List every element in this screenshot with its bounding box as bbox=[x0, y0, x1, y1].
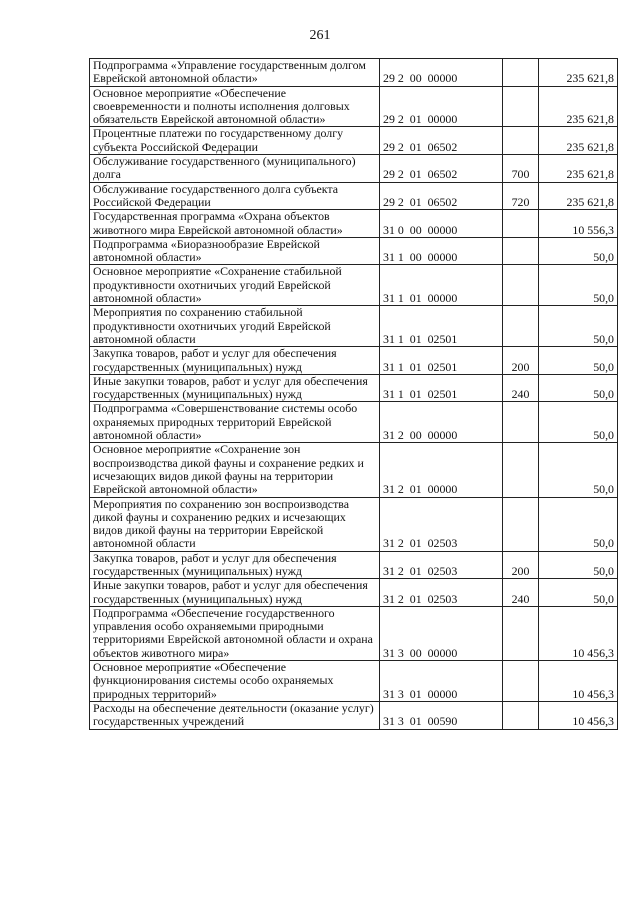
row-name-cell: Иные закупки товаров, работ и услуг для обеспечения государственных (муниципальных) нужд bbox=[90, 579, 380, 607]
row-expense-type-cell: 240 bbox=[503, 374, 539, 402]
row-expense-type-cell bbox=[503, 127, 539, 155]
row-expense-type-cell bbox=[503, 210, 539, 238]
row-name-cell: Расходы на обеспечение деятельности (оказание услуг) государственных учреждений bbox=[90, 701, 380, 729]
table-row bbox=[90, 306, 618, 347]
row-amount-cell: 10 456,3 bbox=[539, 606, 618, 660]
row-amount-cell: 50,0 bbox=[539, 402, 618, 443]
row-amount-cell: 50,0 bbox=[539, 579, 618, 607]
table-row bbox=[90, 182, 618, 210]
row-expense-type-cell bbox=[503, 86, 539, 127]
row-expense-type-cell bbox=[503, 402, 539, 443]
row-code-cell: 31 3 00 00000 bbox=[380, 606, 503, 660]
row-code-cell: 29 2 01 06502 bbox=[380, 155, 503, 183]
row-expense-type-cell: 200 bbox=[503, 347, 539, 375]
table-row bbox=[90, 402, 618, 443]
row-code-cell: 31 1 00 00000 bbox=[380, 237, 503, 265]
row-expense-type-cell bbox=[503, 497, 539, 551]
row-code-cell: 31 0 00 00000 bbox=[380, 210, 503, 238]
row-amount-cell: 235 621,8 bbox=[539, 59, 618, 87]
table-row bbox=[90, 59, 618, 87]
row-amount-cell: 10 456,3 bbox=[539, 701, 618, 729]
row-name-cell: Основное мероприятие «Обеспечение своевременности и полноты исполнения долговых обязательств Еврейской автономной области» bbox=[90, 86, 380, 127]
row-expense-type-cell: 240 bbox=[503, 579, 539, 607]
table-row bbox=[90, 127, 618, 155]
row-name-cell: Подпрограмма «Управление государственным долгом Еврейской автономной области» bbox=[90, 59, 380, 87]
table-row bbox=[90, 265, 618, 306]
row-name-cell: Государственная программа «Охрана объектов животного мира Еврейской автономной области» bbox=[90, 210, 380, 238]
table-row bbox=[90, 701, 618, 729]
budget-table-body bbox=[90, 59, 618, 730]
table-row bbox=[90, 210, 618, 238]
row-amount-cell: 235 621,8 bbox=[539, 127, 618, 155]
row-expense-type-cell bbox=[503, 661, 539, 702]
row-name-cell: Иные закупки товаров, работ и услуг для обеспечения государственных (муниципальных) нужд bbox=[90, 374, 380, 402]
row-name-cell: Обслуживание государственного (муниципального) долга bbox=[90, 155, 380, 183]
row-code-cell: 31 1 01 00000 bbox=[380, 265, 503, 306]
row-expense-type-cell: 700 bbox=[503, 155, 539, 183]
table-row bbox=[90, 347, 618, 375]
row-code-cell: 31 1 01 02501 bbox=[380, 347, 503, 375]
row-expense-type-cell bbox=[503, 306, 539, 347]
row-code-cell: 29 2 01 06502 bbox=[380, 182, 503, 210]
row-name-cell: Обслуживание государственного долга субъекта Российской Федерации bbox=[90, 182, 380, 210]
table-row bbox=[90, 443, 618, 497]
row-name-cell: Основное мероприятие «Сохранение стабильной продуктивности охотничьих угодий Еврейской автономной области» bbox=[90, 265, 380, 306]
row-amount-cell: 50,0 bbox=[539, 347, 618, 375]
row-expense-type-cell bbox=[503, 59, 539, 87]
row-amount-cell: 50,0 bbox=[539, 306, 618, 347]
row-amount-cell: 235 621,8 bbox=[539, 182, 618, 210]
table-row bbox=[90, 661, 618, 702]
row-name-cell: Подпрограмма «Биоразнообразие Еврейской автономной области» bbox=[90, 237, 380, 265]
page-number: 261 bbox=[309, 28, 331, 43]
row-code-cell: 31 1 01 02501 bbox=[380, 306, 503, 347]
row-expense-type-cell: 200 bbox=[503, 551, 539, 579]
row-expense-type-cell bbox=[503, 443, 539, 497]
row-expense-type-cell bbox=[503, 701, 539, 729]
row-amount-cell: 50,0 bbox=[539, 443, 618, 497]
table-row bbox=[90, 606, 618, 660]
row-name-cell: Мероприятия по сохранению стабильной продуктивности охотничьих угодий Еврейской автономной области bbox=[90, 306, 380, 347]
row-code-cell: 29 2 01 06502 bbox=[380, 127, 503, 155]
table-row bbox=[90, 155, 618, 183]
table-row bbox=[90, 86, 618, 127]
table-row bbox=[90, 374, 618, 402]
row-code-cell: 31 3 01 00590 bbox=[380, 701, 503, 729]
row-expense-type-cell bbox=[503, 606, 539, 660]
table-row bbox=[90, 551, 618, 579]
row-code-cell: 31 2 01 02503 bbox=[380, 579, 503, 607]
row-name-cell: Подпрограмма «Совершенствование системы особо охраняемых природных территорий Еврейской автономной области» bbox=[90, 402, 380, 443]
row-amount-cell: 10 556,3 bbox=[539, 210, 618, 238]
table-row bbox=[90, 497, 618, 551]
row-code-cell: 31 2 01 02503 bbox=[380, 551, 503, 579]
budget-table bbox=[89, 58, 618, 730]
row-amount-cell: 235 621,8 bbox=[539, 155, 618, 183]
row-name-cell: Процентные платежи по государственному долгу субъекта Российской Федерации bbox=[90, 127, 380, 155]
row-amount-cell: 235 621,8 bbox=[539, 86, 618, 127]
row-expense-type-cell bbox=[503, 237, 539, 265]
row-code-cell: 31 1 01 02501 bbox=[380, 374, 503, 402]
row-code-cell: 31 2 00 00000 bbox=[380, 402, 503, 443]
row-expense-type-cell bbox=[503, 265, 539, 306]
row-expense-type-cell: 720 bbox=[503, 182, 539, 210]
row-code-cell: 29 2 01 00000 bbox=[380, 86, 503, 127]
row-code-cell: 31 2 01 00000 bbox=[380, 443, 503, 497]
row-name-cell: Закупка товаров, работ и услуг для обеспечения государственных (муниципальных) нужд bbox=[90, 347, 380, 375]
row-name-cell: Мероприятия по сохранению зон воспроизводства дикой фауны и сохранению редких и исчезающих видов дикой фауны на территории Еврейской автономной области bbox=[90, 497, 380, 551]
row-code-cell: 31 3 01 00000 bbox=[380, 661, 503, 702]
row-name-cell: Закупка товаров, работ и услуг для обеспечения государственных (муниципальных) нужд bbox=[90, 551, 380, 579]
row-code-cell: 31 2 01 02503 bbox=[380, 497, 503, 551]
row-amount-cell: 50,0 bbox=[539, 374, 618, 402]
row-name-cell: Основное мероприятие «Сохранение зон воспроизводства дикой фауны и сохранение редких и исчезающих видов дикой фауны на территории Еврейской автономной области» bbox=[90, 443, 380, 497]
row-amount-cell: 10 456,3 bbox=[539, 661, 618, 702]
table-row bbox=[90, 237, 618, 265]
row-code-cell: 29 2 00 00000 bbox=[380, 59, 503, 87]
row-amount-cell: 50,0 bbox=[539, 237, 618, 265]
table-row bbox=[90, 579, 618, 607]
row-amount-cell: 50,0 bbox=[539, 265, 618, 306]
row-name-cell: Подпрограмма «Обеспечение государственного управления особо охраняемыми природными территориями Еврейской автономной области и охрана объектов животного мира» bbox=[90, 606, 380, 660]
row-name-cell: Основное мероприятие «Обеспечение функционирования системы особо охраняемых природных территорий» bbox=[90, 661, 380, 702]
row-amount-cell: 50,0 bbox=[539, 497, 618, 551]
row-amount-cell: 50,0 bbox=[539, 551, 618, 579]
